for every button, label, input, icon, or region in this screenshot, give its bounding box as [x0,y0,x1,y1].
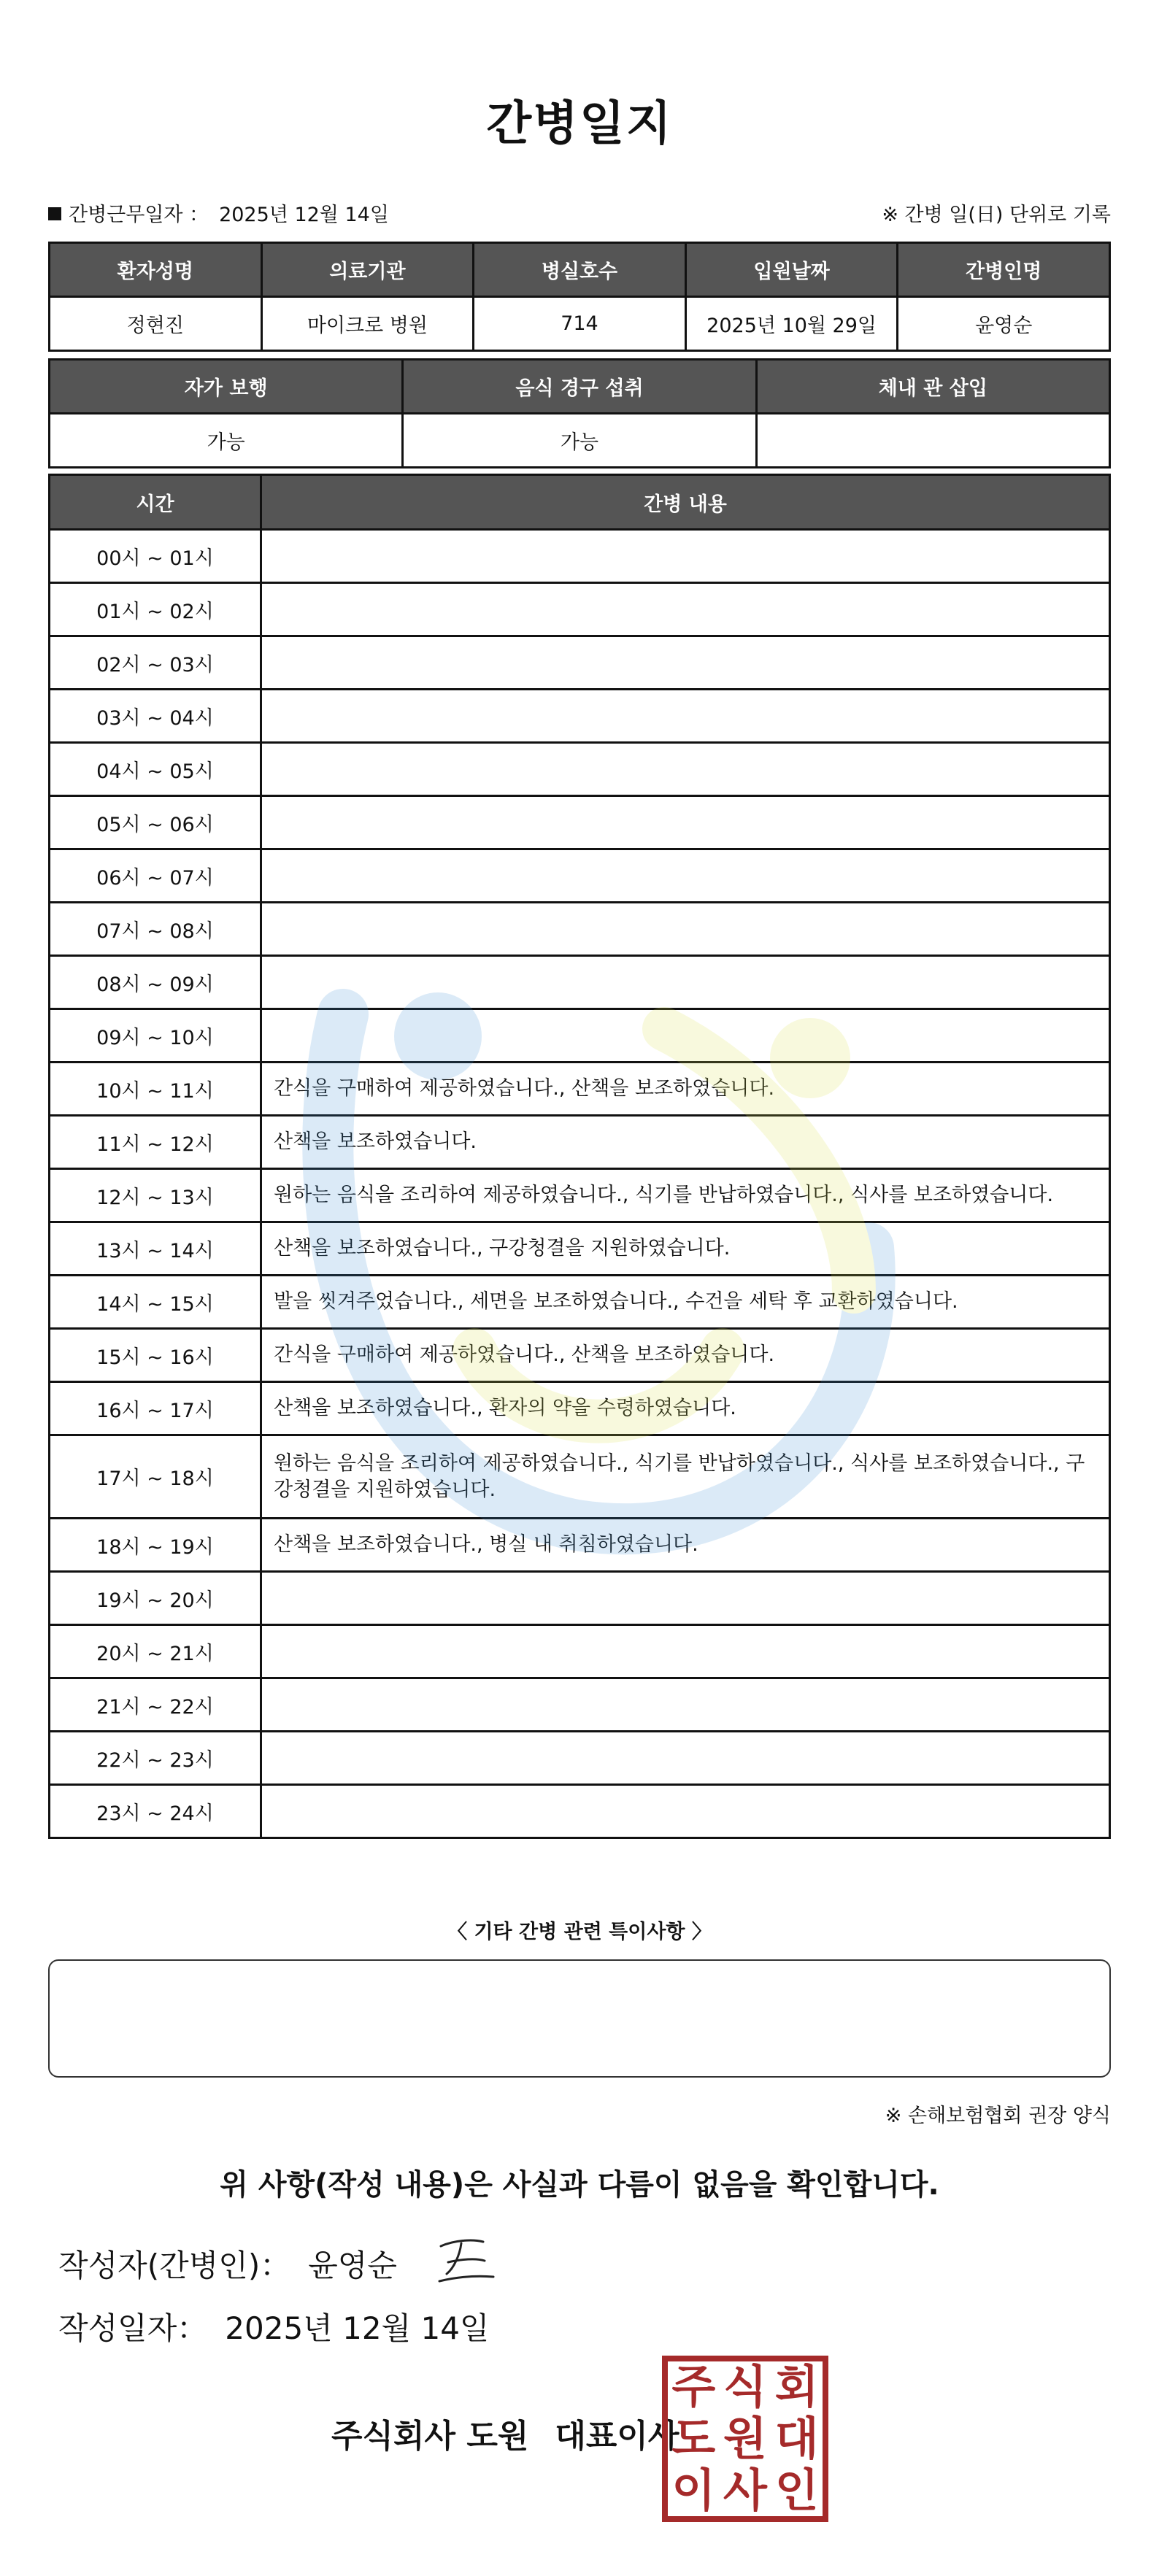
header-self-walking: 자가 보행 [50,360,403,414]
header-patient-name: 환자성명 [50,243,262,297]
table-row [50,1169,1110,1222]
table-row [50,796,1110,849]
care-content [261,849,1110,903]
time-slot: 03시 ~ 04시 [50,690,261,743]
care-content [261,1732,1110,1785]
header-oral-intake: 음식 경구 섭취 [403,360,756,414]
room-number: 714 [474,297,686,351]
care-log-body [50,530,1110,1838]
time-slot: 04시 ~ 05시 [50,743,261,796]
table-row [50,1116,1110,1169]
seal-character: 원 [723,2411,767,2465]
confirmation-statement: 위 사항(작성 내용)은 사실과 다름이 없음을 확인합니다. [220,2168,939,2202]
company-line [331,2410,679,2456]
form-source-note: ※ 손해보험협회 권장 양식 [885,2105,1111,2127]
admission-date: 2025년 10월 29일 [685,297,898,351]
table-row [50,1625,1110,1678]
time-slot: 21시 ~ 22시 [50,1678,261,1732]
time-slot: 18시 ~ 19시 [50,1519,261,1572]
time-slot: 00시 ~ 01시 [50,530,261,583]
time-slot: 19시 ~ 20시 [50,1572,261,1625]
seal-character: 이 [671,2463,716,2517]
patient-status-value-row [50,414,1110,468]
care-content: 원하는 음식을 조리하여 제공하였습니다., 식기를 반납하였습니다., 식사를 보조하였습니다. [261,1169,1110,1222]
time-slot: 17시 ~ 18시 [50,1435,261,1519]
table-row [50,1382,1110,1435]
table-row [50,530,1110,583]
table-row [50,1435,1110,1519]
header-room-number: 병실호수 [474,243,686,297]
patient-name: 정현진 [50,297,262,351]
square-bullet-icon [48,207,61,220]
table-row [50,1009,1110,1063]
table-row [50,956,1110,1009]
care-content [261,690,1110,743]
seal-character: 회 [774,2360,819,2414]
care-log-header-row [50,475,1110,530]
care-content: 간식을 구매하여 제공하였습니다., 산책을 보조하였습니다. [261,1329,1110,1382]
patient-status-table [48,358,1111,468]
writer-name: 윤영순 [308,2248,397,2283]
care-log-table [48,474,1111,1839]
document-title: 간병일지 [486,97,673,151]
header-hospital: 의료기관 [261,243,474,297]
seal-character: 사 [723,2463,767,2517]
care-content: 산책을 보조하였습니다., 구강청결을 지원하였습니다. [261,1222,1110,1276]
care-content [261,530,1110,583]
patient-status-header-row [50,360,1110,414]
time-slot: 12시 ~ 13시 [50,1169,261,1222]
care-content: 산책을 보조하였습니다. [261,1116,1110,1169]
written-date-line [58,2305,490,2348]
writer-line [58,2242,397,2286]
table-row [50,1678,1110,1732]
care-content [261,1678,1110,1732]
caregiver-name: 윤영순 [898,297,1110,351]
table-row [50,636,1110,690]
seal-character: 도 [671,2411,716,2465]
record-note: ※ 간병 일(日) 단위로 기록 [882,204,1111,226]
company-ceo-title: 대표이사 [555,2418,679,2455]
seal-character: 식 [723,2360,767,2414]
seal-character: 인 [774,2463,819,2517]
time-slot: 14시 ~ 15시 [50,1276,261,1329]
header-caregiver-name: 간병인명 [898,243,1110,297]
written-date-value: 2025년 12월 14일 [225,2310,490,2346]
hospital-name: 마이크로 병원 [261,297,474,351]
care-content: 발을 씻겨주었습니다., 세면을 보조하였습니다., 수건을 세탁 후 교환하였습니다. [261,1276,1110,1329]
header-admission-date: 입원날짜 [685,243,898,297]
time-slot: 08시 ~ 09시 [50,956,261,1009]
care-content [261,636,1110,690]
tube-insertion-value [756,414,1109,468]
time-slot: 20시 ~ 21시 [50,1625,261,1678]
work-date-label: 간병근무일자 ： [69,204,209,226]
header-tube-insertion: 체내 관 삽입 [756,360,1109,414]
time-slot: 10시 ~ 11시 [50,1063,261,1116]
care-content [261,903,1110,956]
care-content: 간식을 구매하여 제공하였습니다., 산책을 보조하였습니다. [261,1063,1110,1116]
time-slot: 02시 ~ 03시 [50,636,261,690]
table-row [50,1785,1110,1838]
writer-label: 작성자(간병인)： [58,2248,291,2283]
header-time: 시간 [50,475,261,530]
time-slot: 09시 ~ 10시 [50,1009,261,1063]
table-row [50,690,1110,743]
table-row [50,1519,1110,1572]
time-slot: 23시 ~ 24시 [50,1785,261,1838]
time-slot: 11시 ~ 12시 [50,1116,261,1169]
care-content: 산책을 보조하였습니다., 환자의 약을 수령하였습니다. [261,1382,1110,1435]
care-content [261,796,1110,849]
care-content [261,1785,1110,1838]
company-name: 주식회사 도원 [331,2418,529,2455]
seal-character: 주 [671,2360,716,2414]
work-date-value: 2025년 12월 14일 [219,204,389,226]
notes-box [48,1959,1111,2078]
company-seal-stamp [662,2356,828,2522]
care-content [261,1572,1110,1625]
notes-title: 〈 기타 간병 관련 특이사항 〉 [447,1921,712,1943]
time-slot: 13시 ~ 14시 [50,1222,261,1276]
header-care-content: 간병 내용 [261,475,1110,530]
table-row [50,1572,1110,1625]
oral-intake-value: 가능 [403,414,756,468]
time-slot: 16시 ~ 17시 [50,1382,261,1435]
care-content: 원하는 음식을 조리하여 제공하였습니다., 식기를 반납하였습니다., 식사를 보조하였습니다., 구강청결을 지원하였습니다. [261,1435,1110,1519]
patient-info-value-row [50,297,1110,351]
care-content [261,583,1110,636]
table-row [50,583,1110,636]
table-row [50,743,1110,796]
time-slot: 05시 ~ 06시 [50,796,261,849]
written-date-label: 작성일자： [58,2310,208,2346]
table-row [50,1222,1110,1276]
care-content: 산책을 보조하였습니다., 병실 내 취침하였습니다. [261,1519,1110,1572]
table-row [50,1063,1110,1116]
table-row [50,1329,1110,1382]
table-row [50,1732,1110,1785]
table-row [50,1276,1110,1329]
care-content [261,956,1110,1009]
time-slot: 15시 ~ 16시 [50,1329,261,1382]
time-slot: 22시 ~ 23시 [50,1732,261,1785]
table-row [50,903,1110,956]
patient-info-table [48,242,1111,352]
seal-character: 대 [774,2411,819,2465]
table-row [50,849,1110,903]
time-slot: 01시 ~ 02시 [50,583,261,636]
work-date-line [48,198,389,227]
care-content [261,1625,1110,1678]
patient-info-header-row [50,243,1110,297]
time-slot: 07시 ~ 08시 [50,903,261,956]
handwritten-signature-icon [432,2233,498,2291]
time-slot: 06시 ~ 07시 [50,849,261,903]
care-content [261,743,1110,796]
self-walking-value: 가능 [50,414,403,468]
care-content [261,1009,1110,1063]
